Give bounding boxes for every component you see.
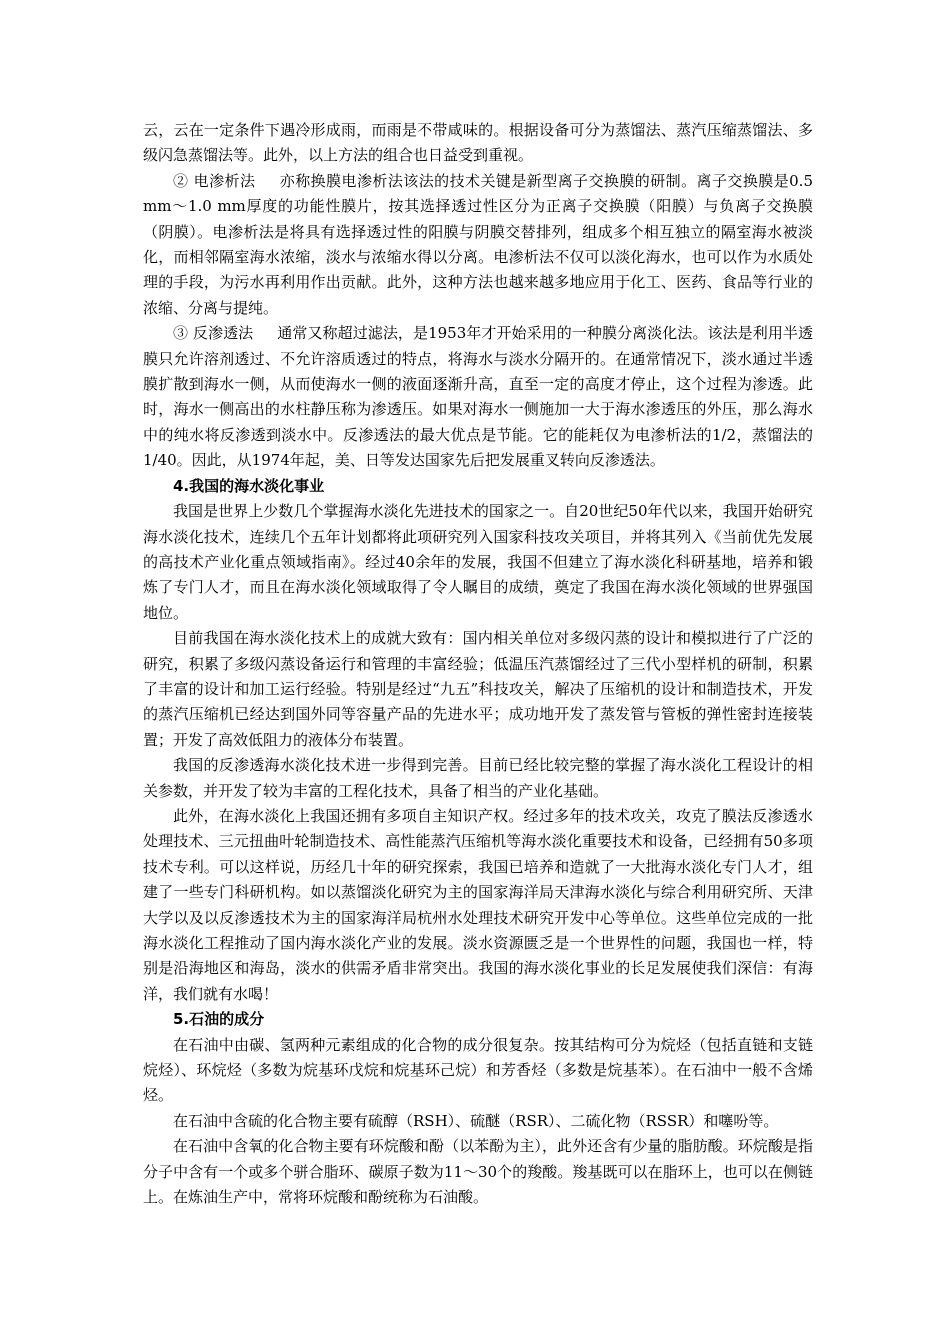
item-reverse-osmosis-title: ③ 反渗透法	[173, 324, 254, 343]
paragraph-china-reverse-osmosis: 我国的反渗透海水淡化技术进一步得到完善。目前已经比较完整的掌握了海水淡化工程设计的相关参数，并开发了较为丰富的工程化技术，具备了相当的产业化基础。	[143, 756, 813, 800]
paragraph-china-desalination-intro: 我国是世界上少数几个掌握海水淡化先进技术的国家之一。自20世纪50年代以来，我国开始研究海水淡化技术，连续几个五年计划都将此项研究列入国家科技攻关项目，并将其列入《当前优先发展的高技术产业化重点领域指南》。经过40余年的发展，我国不但建立了海水淡化科研基地，培养和锻炼了专门人才，而且在海水淡化领域取得了令人瞩目的成绩，奠定了我国在海水淡化领域的世界强国地位。	[143, 502, 813, 622]
paragraph-petroleum-sulfur: 在石油中含硫的化合物主要有硫醇（RSH）、硫醚（RSR）、二硫化物（RSSR）和噻吩等。	[173, 1111, 779, 1130]
section-heading-5: 5.石油的成分	[173, 1010, 265, 1029]
item-reverse-osmosis-text: 通常又称超过滤法，是1953年才开始采用的一种膜分离淡化法。该法是利用半透膜只允许溶剂透过、不允许溶质透过的特点，将海水与淡水分隔开的。在通常情况下，淡水通过半透膜扩散到海水一侧，从而使海水一侧的液面逐渐升高，直至一定的高度才停止，这个过程为渗透。此时，海水一侧高出的水柱静压称为渗透压。如果对海水一侧施加一大于海水渗透压的外压，那么海水中的纯水将反渗透到淡水中。反渗透法的最大优点是节能。它的能耗仅为电渗析法的1/2，蒸馏法的1/40。因此，从1974年起，美、日等发达国家先后把发展重叉转向反渗透法。	[143, 324, 813, 470]
paragraph-petroleum-hydrocarbons: 在石油中由碳、氢两种元素组成的化合物的成分很复杂。按其结构可分为烷烃（包括直链和支链烷烃）、环烷烃（多数为烷基环戊烷和烷基环己烷）和芳香烃（多数是烷基苯）。在石油中一般不含烯烃。	[143, 1035, 813, 1105]
paragraph-china-achievements: 目前我国在海水淡化技术上的成就大致有：国内相关单位对多级闪蒸的设计和模拟进行了广泛的研究，积累了多级闪蒸设备运行和管理的丰富经验；低温压汽蒸馏经过了三代小型样机的研制，积累了丰富的设计和加工运行经验。特别是经过“九五”科技攻关，解决了压缩机的设计和制造技术，开发的蒸汽压缩机已经达到国外同等容量产品的先进水平；成功地开发了蒸发管与管板的弹性密封连接装置；开发了高效低阻力的液体分布装置。	[143, 629, 813, 749]
section-heading-4: 4.我国的海水淡化事业	[173, 476, 325, 495]
paragraph-petroleum-oxygen: 在石油中含氧的化合物主要有环烷酸和酚（以苯酚为主），此外还含有少量的脂肪酸。环烷酸是指分子中含有一个或多个骈合脂环、碳原子数为11～30个的羧酸。羧基既可以在脂环上，也可以在侧链上。在炼油生产中，常将环烷酸和酚统称为石油酸。	[143, 1137, 813, 1207]
paragraph-electrodialysis	[143, 169, 813, 321]
paragraph-reverse-osmosis	[143, 321, 813, 473]
paragraph-china-patents: 此外，在海水淡化上我国还拥有多项自主知识产权。经过多年的技术攻关，攻克了膜法反渗透水处理技术、三元扭曲叶轮制造技术、高性能蒸汽压缩机等海水淡化重要技术和设备，已经拥有50多项技术专利。可以这样说，历经几十年的研究探索，我国已培养和造就了一大批海水淡化专门人才，组建了一些专门科研机构。如以蒸馏淡化研究为主的国家海洋局天津海水淡化与综合利用研究所、天津大学以及以反渗透技术为主的国家海洋局杭州水处理技术研究开发中心等单位。这些单位完成的一批海水淡化工程推动了国内海水淡化产业的发展。淡水资源匮乏是一个世界性的问题，我国也一样，特别是沿海地区和海岛，淡水的供需矛盾非常突出。我国的海水淡化事业的长足发展使我们深信：有海洋，我们就有水喝！	[143, 806, 813, 1003]
item-electrodialysis-title: ② 电渗析法	[173, 171, 256, 190]
document-body	[143, 118, 813, 1210]
paragraph-distillation-end: 云，云在一定条件下遇冷形成雨，而雨是不带咸味的。根据设备可分为蒸馏法、蒸汽压缩蒸馏法、多级闪急蒸馏法等。此外，以上方法的组合也日益受到重视。	[143, 121, 813, 165]
item-electrodialysis-text: 亦称换膜电渗析法该法的技术关键是新型离子交换膜的研制。离子交换膜是0.5 mm～1.0 mm厚度的功能性膜片，按其选择透过性区分为正离子交换膜（阳膜）与负离子交换膜（阴膜）。电渗析法是将具有选择透过性的阳膜与阴膜交替排列，组成多个相互独立的隔室海水被淡化，而相邻隔室海水浓缩，淡水与浓缩水得以分离。电渗析法不仅可以淡化海水，也可以作为水质处理的手段，为污水再利用作出贡献。此外，这种方法也越来越多地应用于化工、医药、食品等行业的浓缩、分离与提纯。	[143, 171, 813, 317]
